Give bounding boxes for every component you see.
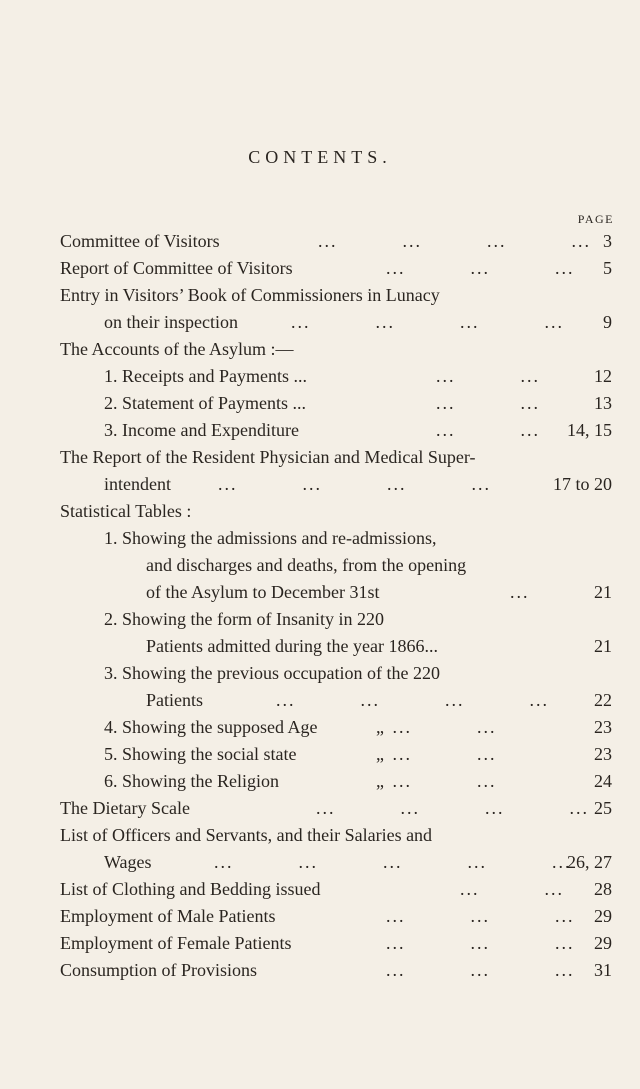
toc-entry-text: Entry in Visitors’ Book of Commissioners in Lunacy	[60, 285, 440, 305]
toc-entry-leader: ... ... ... ...	[318, 231, 591, 251]
toc-entry-page: 28	[594, 879, 612, 899]
toc-entry	[104, 849, 612, 875]
toc-entry-leader: ... ... ...	[386, 933, 575, 953]
toc-entry-text: 2. Statement of Payments ...	[104, 393, 306, 413]
toc-entry-leader: ... ... ... ...	[316, 798, 589, 818]
toc-entry	[104, 660, 612, 686]
toc-entry-text: The Report of the Resident Physician and Medical Super-	[60, 447, 476, 467]
toc-entry-page: 14, 15	[567, 420, 612, 440]
toc-entry-text: of the Asylum to December 31st	[146, 582, 380, 602]
toc-entry	[60, 498, 612, 524]
toc-entry-page: 9	[603, 312, 612, 332]
toc-entry	[60, 444, 612, 470]
toc-entry-leader: „ ... ...	[376, 744, 497, 764]
toc-entry	[104, 417, 612, 443]
toc-entry-page: 26, 27	[567, 852, 612, 872]
toc-entry	[60, 876, 612, 902]
toc-entry-text: List of Officers and Servants, and their Salaries and	[60, 825, 433, 845]
toc-entry	[60, 282, 612, 308]
toc-entry-leader: ... ... ... ... ...	[214, 852, 572, 872]
toc-entry	[60, 903, 612, 929]
toc-entry	[104, 525, 612, 551]
toc-entry-text: 2. Showing the form of Insanity in 220	[104, 609, 384, 629]
toc-entry-page: 29	[594, 933, 612, 953]
toc-entry-leader: ... ... ... ...	[291, 312, 564, 332]
toc-entry	[104, 768, 612, 794]
toc-entry-leader: ... ... ...	[386, 960, 575, 980]
toc-entry-leader: „ ... ...	[376, 771, 497, 791]
toc-entry-page: 21	[594, 636, 612, 656]
toc-entry-text: Wages	[104, 852, 152, 872]
toc-entry	[146, 579, 612, 605]
toc-entry	[60, 228, 612, 254]
toc-entry-text: Patients	[146, 690, 203, 710]
toc-entry-leader: ... ... ... ...	[218, 474, 491, 494]
toc-entry	[60, 795, 612, 821]
toc-entry-leader: „ ... ...	[376, 717, 497, 737]
toc-entry	[104, 741, 612, 767]
toc-entry	[104, 363, 612, 389]
toc-entry	[60, 957, 612, 983]
toc-entry-leader: ... ... ... ...	[276, 690, 549, 710]
toc-entry-page: 17 to 20	[552, 474, 612, 494]
page-column-header: PAGE	[577, 212, 614, 226]
toc-entry-text: 1. Receipts and Payments ...	[104, 366, 307, 386]
toc-entry-text: 6. Showing the Religion	[104, 771, 279, 791]
toc-entry-text: 3. Income and Expenditure	[104, 420, 299, 440]
page-title: CONTENTS.	[248, 147, 392, 167]
toc-entry-text: Patients admitted during the year 1866...	[146, 636, 438, 656]
toc-entry-text: 3. Showing the previous occupation of the 220	[104, 663, 440, 683]
toc-entry-page: 31	[594, 960, 612, 980]
toc-entry-text: Employment of Female Patients	[60, 933, 292, 953]
toc-entry-page: 23	[594, 744, 612, 764]
toc-entry-page: 29	[594, 906, 612, 926]
toc-entry-leader: ... ... ...	[386, 906, 575, 926]
toc-entry-text: Report of Committee of Visitors	[60, 258, 293, 278]
toc-entry-text: and discharges and deaths, from the opening	[146, 555, 467, 575]
toc-entry	[146, 552, 612, 578]
toc-entry	[104, 714, 612, 740]
toc-entry-page: 23	[594, 717, 612, 737]
toc-entry-text: on their inspection	[104, 312, 238, 332]
toc-entry	[60, 930, 612, 956]
toc-entry	[60, 336, 612, 362]
toc-entry-leader: ...	[510, 582, 530, 602]
toc-entry-leader: ... ...	[436, 366, 540, 386]
toc-entry-text: The Dietary Scale	[60, 798, 190, 818]
toc-entry-leader: ... ...	[436, 393, 540, 413]
toc-entry	[60, 822, 612, 848]
toc-entry-page: 24	[594, 771, 612, 791]
toc-entry	[104, 309, 612, 335]
toc-entry	[104, 606, 612, 632]
toc-entry-page: 5	[603, 258, 612, 278]
toc-entry-page: 3	[603, 231, 612, 251]
toc-entry	[104, 390, 612, 416]
toc-entry-page: 13	[594, 393, 612, 413]
toc-entry-text: 1. Showing the admissions and re-admissions,	[104, 528, 437, 548]
toc-entry	[60, 255, 612, 281]
toc-entry-page: 12	[594, 366, 612, 386]
toc-entry-page: 25	[594, 798, 612, 818]
toc-entry-page: 22	[594, 690, 612, 710]
toc-entry	[146, 633, 612, 659]
toc-entry-text: The Accounts of the Asylum :—	[60, 339, 294, 359]
toc-entry-text: 5. Showing the social state	[104, 744, 297, 764]
toc-entry-text: 4. Showing the supposed Age	[104, 717, 318, 737]
toc-entry-leader: ... ...	[460, 879, 564, 899]
toc-entry-leader: ... ...	[436, 420, 540, 440]
toc-entry-text: intendent	[104, 474, 171, 494]
toc-entry-leader: ... ... ...	[386, 258, 575, 278]
toc-entry-text: Statistical Tables :	[60, 501, 192, 521]
toc-entry-text: Employment of Male Patients	[60, 906, 276, 926]
toc-entry	[104, 471, 612, 497]
toc-entry-page: 21	[594, 582, 612, 602]
toc-entry-text: Committee of Visitors	[60, 231, 220, 251]
toc-entry-text: Consumption of Provisions	[60, 960, 258, 980]
toc-entry-text: List of Clothing and Bedding issued	[60, 879, 321, 899]
toc-entry	[146, 687, 612, 713]
